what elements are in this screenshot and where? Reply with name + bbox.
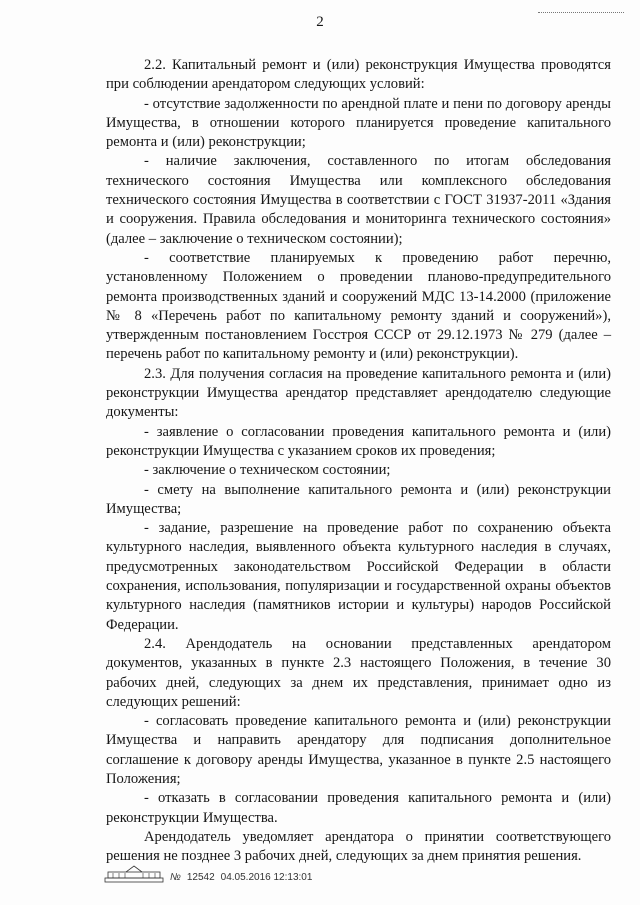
paragraph-2-4: 2.4. Арендодатель на основании представленных арендатором документов, указанных в пункте 2.3 настоящего Положения, в течение 30 рабочих дней, следующих за днем их представления, принимает одно из следующих решений: — [106, 635, 611, 710]
document-body — [106, 56, 611, 866]
list-item: - наличие заключения, составленного по итогам обследования технического состояния Имущества или комплексного обследования технического состояния Имущества в соответствии с ГОСТ 31937-2011 «Здания и сооружения. Правила обследования и мониторинга технического состояния» (далее – заключение о техническом состоянии); — [106, 153, 611, 247]
list-item: - отсутствие задолженности по арендной плате и пени по договору аренды Имущества, в отношении которого планируется проведение капитального ремонта и (или) реконструкции; — [106, 95, 611, 151]
list-item: - отказать в согласовании проведения капитального ремонта и (или) реконструкции Имущества. — [106, 790, 611, 826]
document-number: 12542 — [186, 872, 215, 883]
document-datetime: 04.05.2016 12:13:01 — [220, 872, 313, 883]
emblem-logo-icon — [104, 865, 164, 883]
paragraph-notice: Арендодатель уведомляет арендатора о принятии соответствующего решения не позднее 3 рабочих дней, следующих за днем принятия решения. — [106, 828, 611, 865]
paragraph-2-3: 2.3. Для получения согласия на проведение капитального ремонта и (или) реконструкции Имущества арендатор представляет арендодателю следующие документы: — [106, 365, 611, 421]
number-sign: № — [170, 872, 181, 883]
scan-mark — [538, 12, 624, 14]
list-item: - согласовать проведение капитального ремонта и (или) реконструкции Имущества и направить арендатору для подписания дополнительное соглашение к договору аренды Имущества, указанное в пункте 2.5 настоящего Положения; — [106, 713, 611, 787]
list-item: - заявление о согласовании проведения капитального ремонта и (или) реконструкции Имущества с указанием сроков их проведения; — [106, 423, 611, 459]
document-footer — [104, 865, 312, 883]
list-item: - смету на выполнение капитального ремонта и (или) реконструкции Имущества; — [106, 481, 611, 517]
paragraph-2-2: 2.2. Капитальный ремонт и (или) реконструкция Имущества проводятся при соблюдении арендатором следующих условий: — [106, 57, 611, 93]
page-number: 2 — [316, 14, 324, 30]
list-item: - заключение о техническом состоянии; — [144, 462, 391, 479]
list-item: - соответствие планируемых к проведению работ перечню, установленному Положением о проведении планово-предупредительного ремонта производственных зданий и сооружений МДС 13-14.2000 (приложение № 8 «Перечень работ по капитальному ремонту зданий и сооружений»), утвержденным постановлением Госстроя СССР от 29.12.1973 № 279 (далее – перечень работ по капитальному ремонту и (или) реконструкции). — [106, 249, 611, 363]
list-item: - задание, разрешение на проведение работ по сохранению объекта культурного наследия, выявленного объекта культурного наследия в случаях, предусмотренных законодательством Российской Федерации в области сохранения, использования, популяризации и государственной охраны объектов культурного наследия (памятников истории и культуры) народов Российской Федерации. — [106, 520, 611, 633]
